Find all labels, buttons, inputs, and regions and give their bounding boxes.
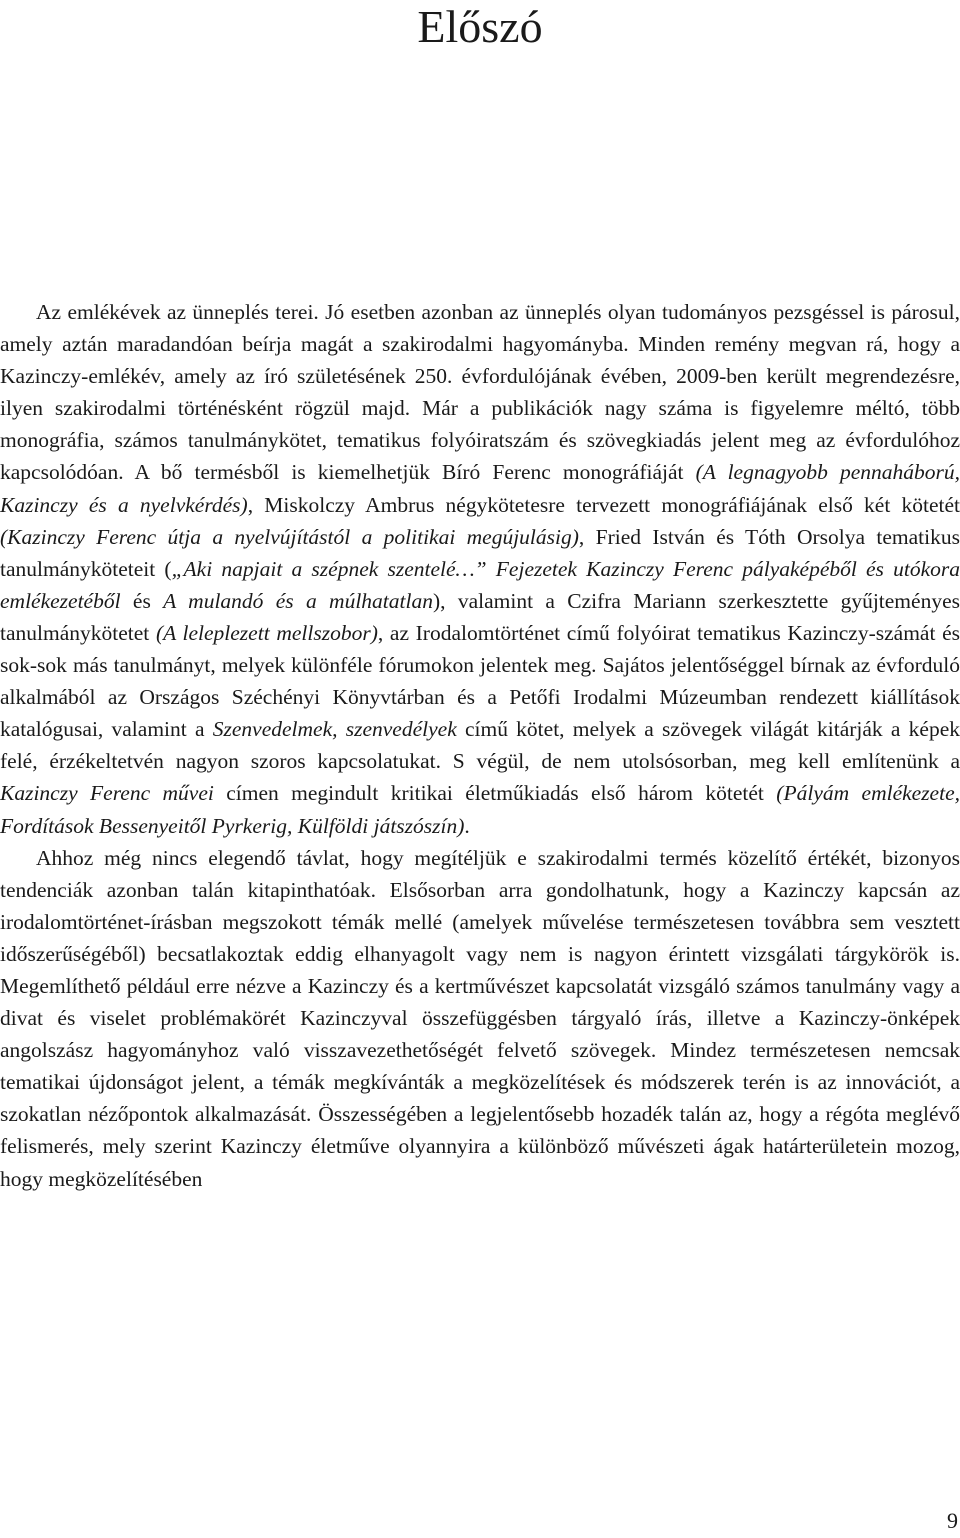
page-title: Előszó [417, 1, 543, 52]
text-run: Ahhoz még nincs elegendő távlat, hogy megítéljük e szakirodalmi termés közelítő értékét, bizonyos tendenciák azonban talán kitapinthatóak. Elsősorban arra gondolhatunk, hogy a Kazinczy kapcsán az irodalomtörténet-írásban megszokott témák mellé (amelyek művelése természetesen továbbra sem vesztett időszerűségéből) becsatlakoztak eddig elhanyagolt vagy nem is nagyon érintett vizsgálati tárgykörök is. Megemlíthető például erre nézve a Kazinczy és a kertművészet kapcsolatát vizsgáló számos tanulmány vagy a divat és viselet problémakörét Kazinczyval összefüggésben tárgyaló írás, illetve a Kazinczy-önképek angolszász hagyományhoz való visszavezethetőségét felvető szövegek. Mindez természetesen nemcsak tematikai újdonságot jelent, a témák megkívánták a megközelítések és módszerek terén is az innovációt, a szokatlan nézőpontok alkalmazását. Összességében a legjelentősebb hozadék talán az, hogy a régóta meglévő felismerés, mely szerint Kazinczy életműve olyannyira a különböző művészeti ágak határterületein mozog, hogy megközelítésében [0, 845, 960, 1191]
text-run: ), valamint a Czifra Mariann szerkesztette gyűjteményes tanulmánykötetet [0, 588, 960, 645]
text-run: címen megindult kritikai életműkiadás első három kötetét [213, 781, 777, 806]
text-run: című kötet, melyek a szövegek világát kitárják a képek felé, érzékeltetvén nagyon szoros kapcsolatukat. S végül, de nem utolsósorban, meg kell említenünk a [0, 717, 960, 774]
text-run: és [120, 588, 164, 613]
book-title-italic: (Kazinczy Ferenc útja a nyelvújítástól a politikai megújulásig) [0, 524, 579, 549]
book-title-italic: A mulandó és a múlhatatlan [163, 588, 433, 613]
text-run: Az emlékévek az ünneplés terei. Jó esetben azonban az ünneplés olyan tudományos pezsgéssel is párosul, amely aztán maradandóan beírja magát a szakirodalmi hagyományba. Minden remény megvan rá, hogy a Kazinczy-emlékév, amely az író születésének 250. évfordulójának évében, 2009-ben került megrendezésre, ilyen szakirodalmi történésként rögzül majd. Már a publikációk nagy száma is figyelemre méltó, több monográfia, számos tanulmánykötet, tematikus folyóiratszám és szövegkiadás jelent meg az évfordulóhoz kapcsolódóan. A bő termésből is kiemelhetjük Bíró Ferenc monográfiáját [0, 300, 960, 485]
book-title-italic: (A leleplezett mellszobor) [155, 620, 378, 645]
paragraph [0, 296, 960, 842]
book-title-italic: Szenvedelmek, szenvedélyek [212, 717, 457, 742]
book-title-italic: (Pályám emlékezete, Fordítások Bessenyeitől Pyrkerig, Külföldi játszószín) [0, 781, 960, 838]
paragraph [0, 842, 960, 1195]
book-title-italic: „Aki napjait a szépnek szentelé…” Fejezetek Kazinczy Ferenc pályaképéből és utókora emlékezetéből [0, 556, 960, 613]
page-number: 9 [947, 1508, 958, 1533]
text-run: . [464, 813, 470, 838]
body-text [0, 296, 960, 1195]
book-title-italic: Kazinczy Ferenc művei [0, 781, 214, 806]
text-run: t ( [149, 556, 172, 581]
book-title-italic: (A legnagyobb pennaháború, Kazinczy és a nyelvkérdés) [0, 460, 960, 517]
text-run: , Fried István és Tóth Orsolya tematikus tanulmánykötetei [0, 524, 960, 581]
text-run: , Miskolczy Ambrus négykötetesre tervezett monográfiájának első két kötetét [247, 492, 960, 517]
text-run: , az Irodalomtörténet című folyóirat tematikus Kazinczy-számát és sok-sok más tanulmányt, melyek különféle fórumokon jelentek meg. Sajátos jelentőséggel bírnak az évforduló alkalmából az Országos Széchényi Könyvtárban és a Petőfi Irodalmi Múzeumban rendezett kiállítások katalógusai, valamint a [0, 620, 960, 742]
